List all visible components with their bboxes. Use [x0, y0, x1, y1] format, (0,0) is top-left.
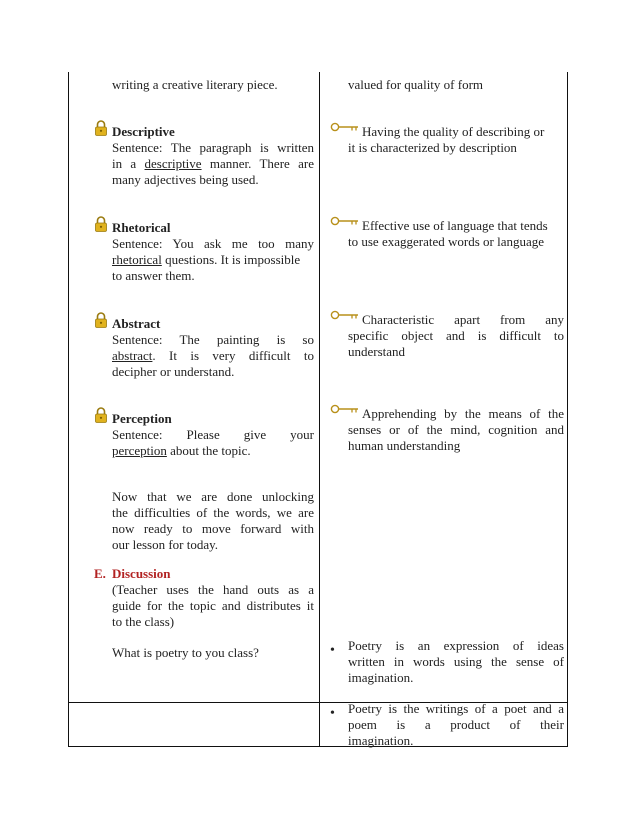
sentence-line: Sentence: The paragraph is written	[112, 140, 314, 155]
padlock-icon	[94, 312, 108, 328]
sentence-line: perception about the topic.	[112, 443, 251, 458]
term-descriptive: Descriptive	[112, 124, 175, 139]
paragraph-line: our lesson for today.	[112, 537, 219, 552]
definition-line: Effective use of language that tends	[362, 218, 548, 233]
sentence-line: many adjectives being used.	[112, 172, 259, 187]
term-abstract: Abstract	[112, 316, 161, 331]
sentence-descriptive	[112, 140, 314, 188]
padlock-icon	[94, 407, 108, 423]
answer-line: Poetry is the writings of a poet and a	[348, 701, 564, 716]
sentence-rhetorical	[112, 236, 314, 284]
definition-perception	[348, 406, 564, 454]
answer-line: written in words using the sense of	[348, 654, 564, 669]
sentence-line: rhetorical questions. It is impossible	[112, 252, 301, 267]
term-rhetorical: Rhetorical	[112, 220, 171, 235]
paragraph-line: the difficulties of the words, we are	[112, 505, 314, 520]
sentence-line: Sentence: You ask me too many	[112, 236, 314, 251]
discussion-question: What is poetry to you class?	[112, 645, 259, 660]
definition-line: human understanding	[348, 438, 461, 453]
section-instruction	[112, 582, 314, 630]
answer-item	[348, 701, 564, 749]
sentence-perception	[112, 427, 314, 459]
sentence-line: to answer them.	[112, 268, 195, 283]
instruction-line: to the class)	[112, 614, 175, 629]
answer-line: imagination.	[348, 670, 414, 685]
bullet-icon: •	[330, 643, 335, 658]
instruction-line: (Teacher uses the hand outs as a	[112, 582, 314, 597]
definition-line: specific object and is difficult to	[348, 328, 564, 343]
definition-line: senses or of the mind, cognition and	[348, 422, 564, 437]
answer-item	[348, 638, 564, 686]
left-intro-text: writing a creative literary piece.	[112, 77, 278, 92]
answer-line: poem is a product of their	[348, 717, 564, 732]
definition-line: Having the quality of describing or	[362, 124, 545, 139]
sentence-line: Sentence: The painting is so	[112, 332, 314, 347]
sentence-line: decipher or understand.	[112, 364, 235, 379]
column-divider	[319, 72, 320, 746]
paragraph-line: now ready to move forward with	[112, 521, 314, 536]
term-perception: Perception	[112, 411, 172, 426]
left-intro-tail	[112, 77, 314, 93]
sentence-line: Sentence: Please give your	[112, 427, 314, 442]
right-intro-tail: valued for quality of form	[348, 77, 484, 92]
section-title: Discussion	[112, 566, 171, 581]
sentence-line: abstract. It is very difficult to	[112, 348, 314, 363]
definition-descriptive	[348, 124, 564, 156]
padlock-icon	[94, 216, 108, 232]
sentence-abstract	[112, 332, 314, 380]
transition-paragraph	[112, 489, 314, 553]
answer-line: Poetry is an expression of ideas	[348, 638, 564, 653]
answer-line: imagination.	[348, 733, 414, 748]
definition-line: to use exaggerated words or language	[348, 234, 545, 249]
definition-line: Apprehending by the means of the	[362, 406, 564, 421]
definition-line: understand	[348, 344, 406, 359]
sentence-line: in a descriptive manner. There are	[112, 156, 314, 171]
padlock-icon	[94, 120, 108, 136]
section-letter: E.	[94, 566, 106, 581]
definition-line: it is characterized by description	[348, 140, 517, 155]
definition-rhetorical	[348, 218, 564, 250]
paragraph-line: Now that we are done unlocking	[112, 489, 314, 504]
instruction-line: guide for the topic and distributes it	[112, 598, 314, 613]
bullet-icon: •	[330, 706, 335, 721]
definition-abstract	[348, 312, 564, 360]
definition-line: Characteristic apart from any	[362, 312, 564, 327]
